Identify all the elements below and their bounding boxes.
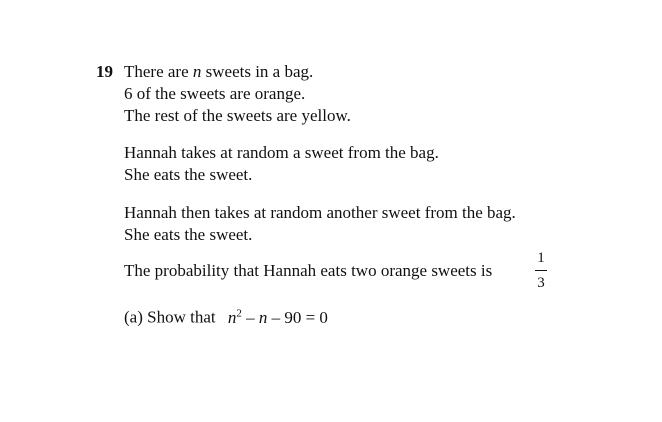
first-take-line: Hannah takes at random a sweet from the bag.	[124, 143, 439, 162]
part-a-line	[124, 303, 328, 328]
part-a-label: (a) Show that	[124, 307, 216, 327]
question-number: 19	[96, 62, 113, 81]
equation-exponent: 2	[236, 307, 242, 319]
probability-statement: The probability that Hannah eats two orange sweets is	[124, 261, 493, 280]
fraction-numerator: 1	[537, 250, 545, 266]
equation-var-n: n	[227, 307, 237, 327]
second-eat-line: She eats the sweet.	[124, 225, 253, 244]
yellow-sweets-line: The rest of the sweets are yellow.	[124, 106, 351, 125]
second-take-line: Hannah then takes at random another sweet from the bag.	[124, 203, 516, 222]
intro-text-post: sweets in a bag.	[205, 62, 314, 81]
first-eat-line: She eats the sweet.	[124, 165, 253, 184]
equation-minus: –	[241, 307, 259, 327]
probability-fraction	[534, 250, 548, 298]
intro-variable-n: n	[192, 62, 202, 81]
part-a-equation	[228, 308, 328, 327]
equation-rest: – 90 = 0	[267, 307, 328, 327]
question-intro-line	[124, 62, 313, 82]
equation-var-n-2: n	[258, 307, 268, 327]
intro-text-pre: There are	[124, 62, 189, 81]
fraction-bar	[535, 270, 547, 271]
fraction-denominator: 3	[537, 275, 545, 291]
orange-sweets-line: 6 of the sweets are orange.	[124, 84, 306, 103]
